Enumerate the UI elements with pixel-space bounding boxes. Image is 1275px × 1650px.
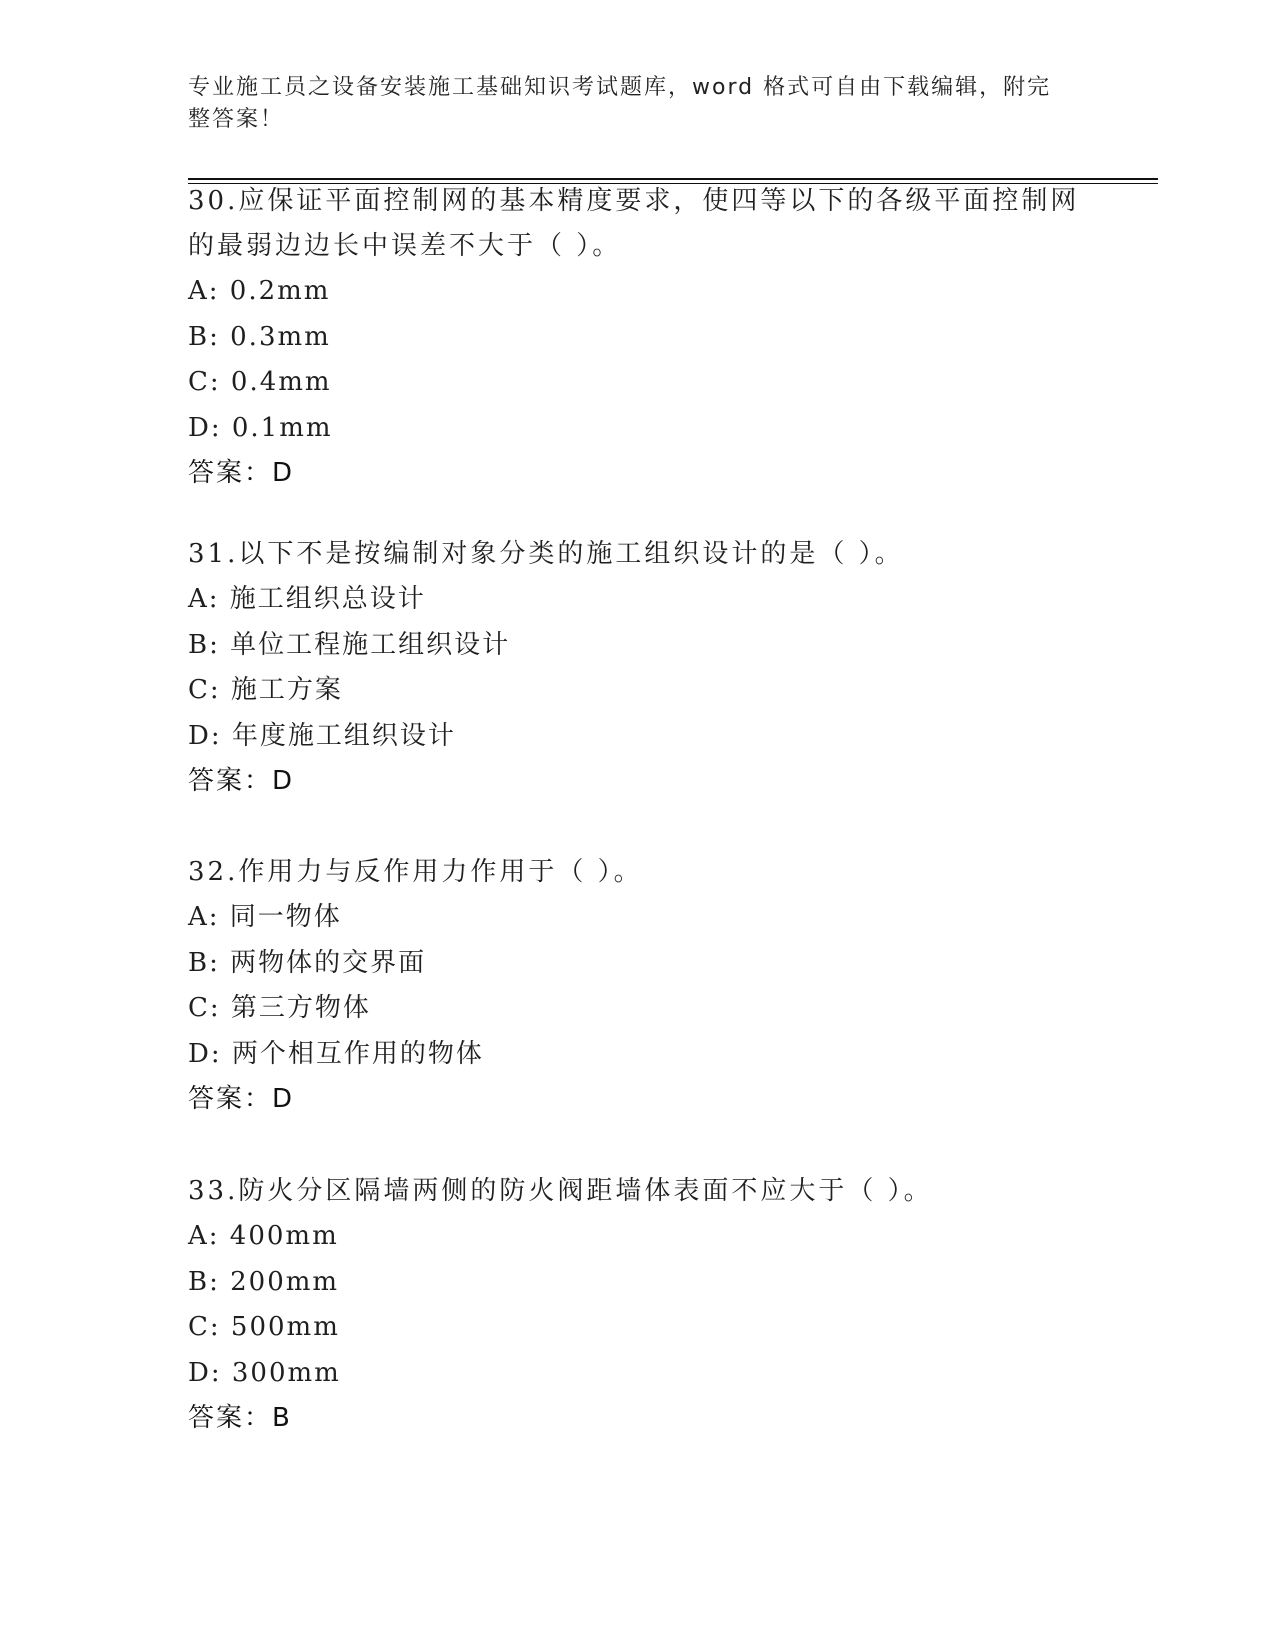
option-b: B: 0.3mm	[188, 321, 331, 352]
option-b: B: 两物体的交界面	[188, 947, 427, 978]
question-stem: 32.作用力与反作用力作用于（ ）。	[188, 857, 643, 887]
option-d: D: 0.1mm	[188, 412, 333, 443]
question-32	[188, 850, 1088, 1122]
option-c: C: 施工方案	[188, 675, 343, 705]
option-d: D: 300mm	[188, 1357, 341, 1388]
document-intro: 专业施工员之设备安装施工基础知识考试题库，word 格式可自由下载编辑，附完整答案！	[188, 75, 1052, 132]
option-c: C: 0.4mm	[188, 367, 332, 397]
option-a: A: 400mm	[188, 1221, 339, 1251]
question-stem: 33.防火分区隔墙两侧的防火阀距墙体表面不应大于（ ）。	[188, 1176, 933, 1206]
option-c: C: 第三方物体	[188, 993, 371, 1023]
option-d: D: 年度施工组织设计	[188, 720, 456, 751]
question-30	[188, 179, 1088, 496]
question-31	[188, 532, 1088, 804]
question-stem: 30.应保证平面控制网的基本精度要求，使四等以下的各级平面控制网的最弱边边长中误差不大于（ ）。	[188, 186, 1080, 261]
option-a: A: 0.2mm	[188, 276, 331, 306]
answer-line: 答案：D	[188, 766, 295, 796]
option-a: A: 施工组织总设计	[188, 584, 426, 614]
answer-line: 答案：D	[188, 458, 295, 488]
answer-line: 答案：D	[188, 1084, 295, 1114]
answer-line: 答案：B	[188, 1403, 292, 1433]
option-d: D: 两个相互作用的物体	[188, 1038, 484, 1069]
question-stem: 31.以下不是按编制对象分类的施工组织设计的是（ ）。	[188, 539, 904, 569]
option-a: A: 同一物体	[188, 902, 342, 932]
option-b: B: 200mm	[188, 1266, 340, 1297]
option-b: B: 单位工程施工组织设计	[188, 629, 511, 660]
option-c: C: 500mm	[188, 1312, 340, 1342]
question-33	[188, 1169, 1088, 1441]
